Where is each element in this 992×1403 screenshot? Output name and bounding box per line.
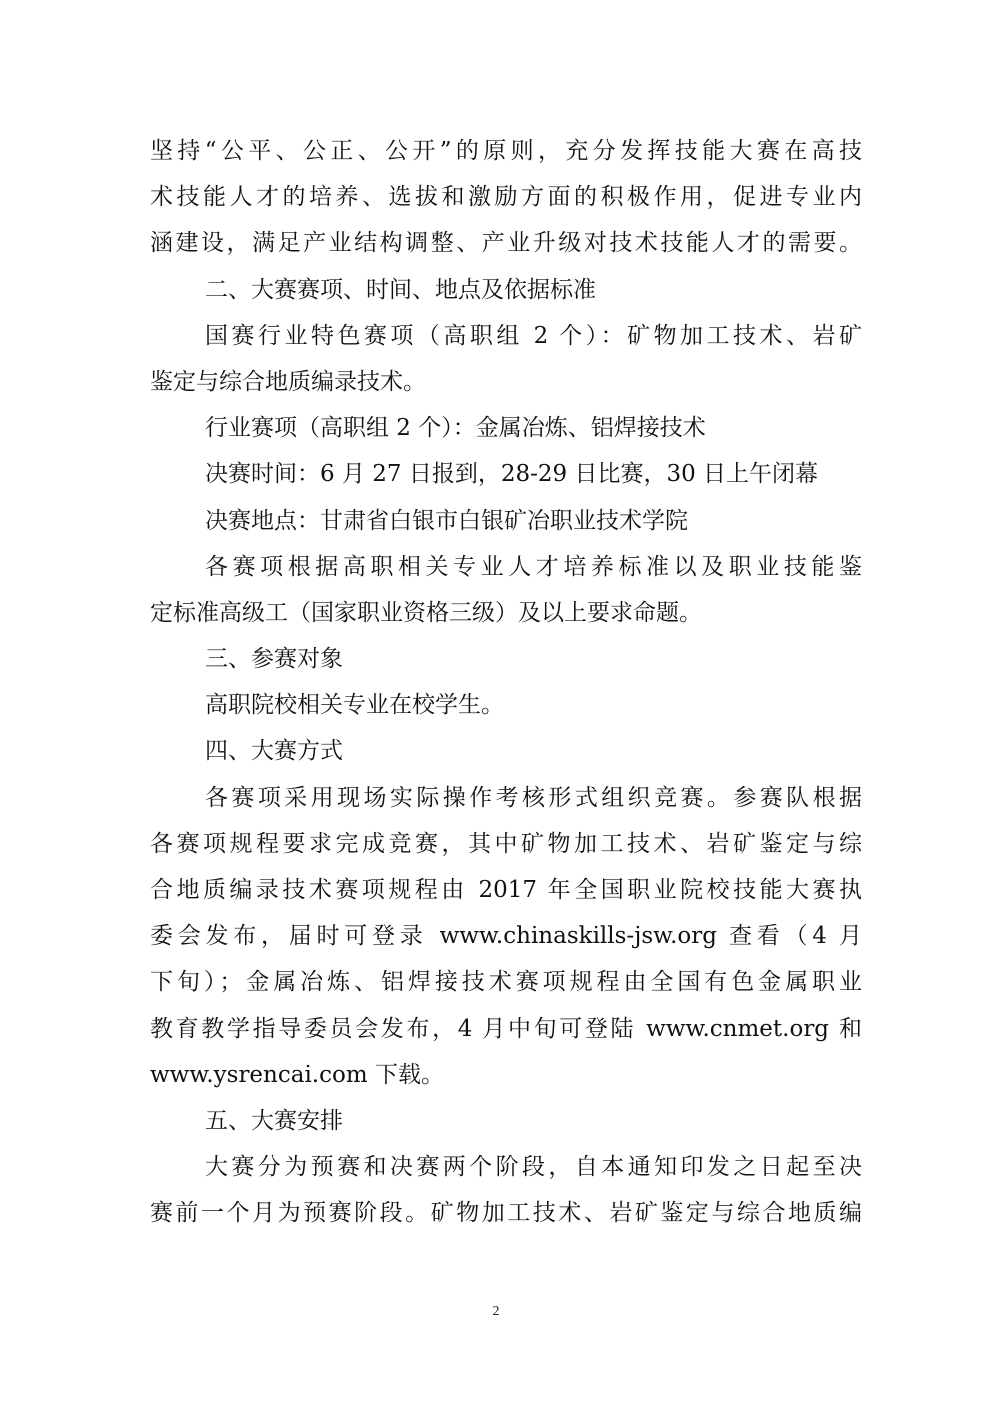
section-heading: 四、大赛方式 bbox=[205, 738, 343, 765]
paragraph-line: 高职院校相关专业在校学生。 bbox=[205, 692, 504, 719]
paragraph-line: 委会发布，届时可登录 www.chinaskills-jsw.org 查看（4 月 bbox=[150, 923, 862, 950]
paragraph-line: 下旬）；金属冶炼、铝焊接技术赛项规程由全国有色金属职业 bbox=[150, 969, 862, 996]
page-number: 2 bbox=[492, 1304, 500, 1319]
paragraph-line: 大赛分为预赛和决赛两个阶段，自本通知印发之日起至决 bbox=[205, 1154, 862, 1181]
paragraph-line: 各赛项规程要求完成竞赛，其中矿物加工技术、岩矿鉴定与综 bbox=[150, 830, 862, 857]
paragraph-line: 各赛项根据高职相关专业人才培养标准以及职业技能鉴 bbox=[205, 553, 862, 580]
paragraph-line: 决赛地点：甘肃省白银市白银矿冶职业技术学院 bbox=[205, 507, 688, 534]
paragraph-line: 鉴定与综合地质编录技术。 bbox=[150, 368, 426, 395]
paragraph-line: 行业赛项（高职组 2 个）：金属冶炼、铝焊接技术 bbox=[205, 415, 706, 442]
paragraph-line: 教育教学指导委员会发布，4 月中旬可登陆 www.cnmet.org 和 bbox=[150, 1015, 862, 1042]
section-heading: 三、参赛对象 bbox=[205, 646, 343, 673]
paragraph-line: 术技能人才的培养、选拔和激励方面的积极作用，促进专业内 bbox=[150, 184, 862, 211]
paragraph-line: 赛前一个月为预赛阶段。矿物加工技术、岩矿鉴定与综合地质编 bbox=[150, 1200, 862, 1227]
section-heading: 五、大赛安排 bbox=[205, 1107, 343, 1134]
paragraph-line: www.ysrencai.com 下载。 bbox=[150, 1061, 444, 1088]
paragraph-line: 国赛行业特色赛项（高职组 2 个）：矿物加工技术、岩矿 bbox=[205, 322, 862, 349]
paragraph-line: 坚持“公平、公正、公开”的原则，充分发挥技能大赛在高技 bbox=[150, 138, 862, 164]
paragraph-line: 各赛项采用现场实际操作考核形式组织竞赛。参赛队根据 bbox=[205, 784, 862, 811]
paragraph-line: 涵建设，满足产业结构调整、产业升级对技术技能人才的需要。 bbox=[150, 230, 862, 257]
paragraph-line: 决赛时间：6 月 27 日报到，28-29 日比赛，30 日上午闭幕 bbox=[205, 461, 819, 488]
paragraph-line: 定标准高级工（国家职业资格三级）及以上要求命题。 bbox=[150, 599, 702, 626]
paragraph-line: 合地质编录技术赛项规程由 2017 年全国职业院校技能大赛执 bbox=[150, 877, 862, 903]
document-body bbox=[150, 128, 862, 1237]
section-heading: 二、大赛赛项、时间、地点及依据标准 bbox=[205, 276, 596, 303]
